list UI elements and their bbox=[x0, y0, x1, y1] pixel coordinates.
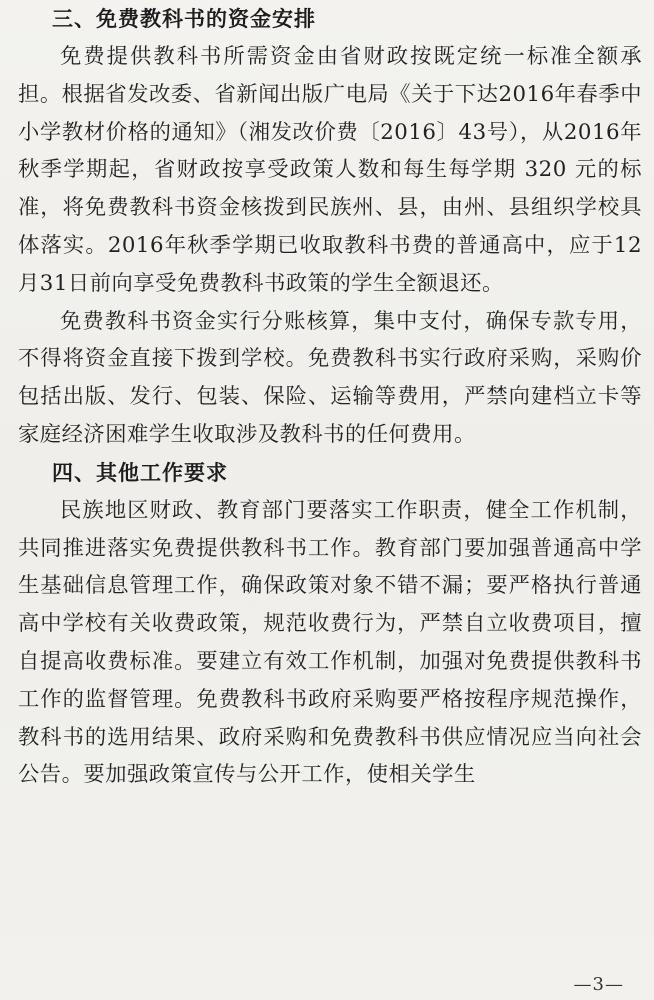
section-heading-other-requirements: 四、其他工作要求 bbox=[52, 460, 228, 485]
paragraph-funding-source: 免费提供教科书所需资金由省财政按既定统一标准全额承担。根据省发改委、省新闻出版广电局《关于下达2016年春季中小学教材价格的通知》（湘发改价费〔2016〕43号），从2016年秋季学期起，省财政按享受政策人数和每生每学期 320 元的标准，将免费教科书资金核拨到民族州、县，由州、县组织学校具体落实。2016年秋季学期已收取教科书费的普通高中，应于12月31日前向享受免费教科书政策的学生全额退还。 bbox=[18, 44, 642, 296]
document-body bbox=[18, 0, 642, 794]
paragraph-funding-accounting: 免费教科书资金实行分账核算，集中支付，确保专款专用，不得将资金直接下拨到学校。免费教科书实行政府采购，采购价包括出版、发行、包装、保险、运输等费用，严禁向建档立卡等家庭经济困难学生收取涉及教科书的任何费用。 bbox=[18, 308, 642, 447]
page-number: —3— bbox=[573, 974, 624, 995]
paragraph-other-requirements: 民族地区财政、教育部门要落实工作职责，健全工作机制，共同推进落实免费提供教科书工作。教育部门要加强普通高中学生基础信息管理工作，确保政策对象不错不漏；要严格执行普通高中学校有关收费政策，规范收费行为，严禁自立收费项目，擅自提高收费标准。要建立有效工作机制，加强对免费提供教科书工作的监督管理。免费教科书政府采购要严格按程序规范操作，教科书的选用结果、政府采购和免费教科书供应情况应当向社会公告。要加强政策宣传与公开工作，使相关学生 bbox=[18, 497, 642, 788]
section-heading-funding: 三、免费教科书的资金安排 bbox=[52, 7, 316, 31]
